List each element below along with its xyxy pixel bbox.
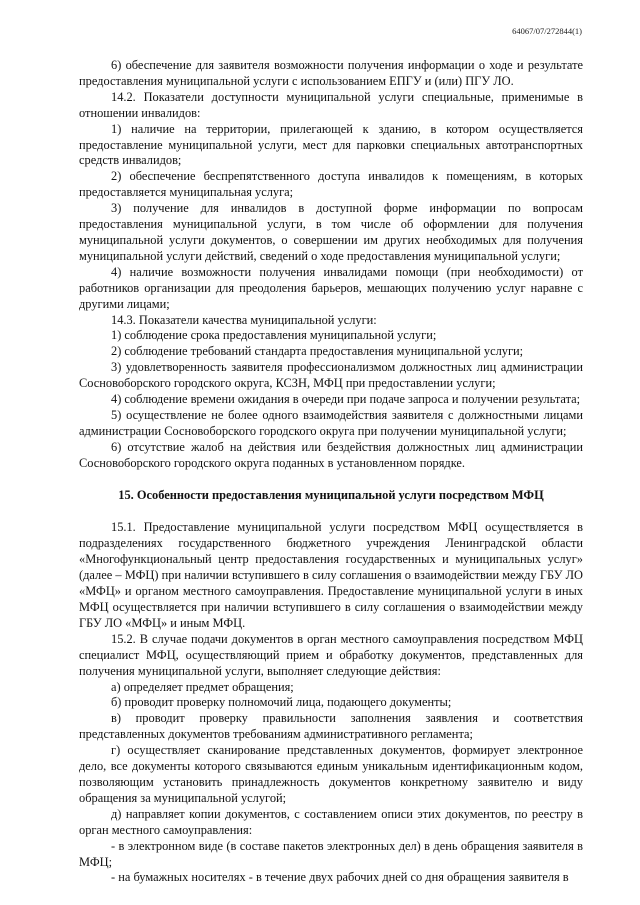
paragraph-15-2-d-electronic: - в электронном виде (в составе пакетов электронных дел) в день обращения заявителя в МФЦ; <box>79 838 583 869</box>
paragraph-15-2-g: г) осуществляет сканирование представленных документов, формирует электронное дело, все документы которого связываются единым уникальным идентификационным кодом, позволяющим установить принадлежность документов конкретному заявителю и виду обращения за муниципальной услугой; <box>79 743 583 805</box>
paragraph-14-3-3: 3) удовлетворенность заявителя профессионализмом должностных лиц администрации Сосновоборского городского округа, КСЗН, МФЦ при предоставлении услуги; <box>79 360 583 391</box>
paragraph-14-3: 14.3. Показатели качества муниципальной услуги: <box>111 312 377 327</box>
paragraph-6-info: 6) обеспечение для заявителя возможности получения информации о ходе и результате предоставления муниципальной услуги с использованием ЕПГУ и (или) ПГУ ЛО. <box>79 58 583 88</box>
paragraph-15-2-b: б) проводит проверку полномочий лица, подающего документы; <box>111 695 452 710</box>
paragraph-14-2: 14.2. Показатели доступности муниципальной услуги специальные, применимые в отношении инвалидов: <box>79 89 583 120</box>
paragraph-14-2-4: 4) наличие возможности получения инвалидами помощи (при необходимости) от работников организации для преодоления барьеров, мешающих получению услуг наравне с другими лицами; <box>79 264 583 311</box>
document-id: 64067/07/272844(1) <box>512 26 582 36</box>
paragraph-14-3-4: 4) соблюдение времени ожидания в очереди при подаче запроса и получении результата; <box>111 392 581 407</box>
paragraph-14-3-5: 5) осуществление не более одного взаимодействия заявителя с должностными лицами администрации Сосновоборского городского округа при получении муниципальной услуги; <box>79 407 583 438</box>
paragraph-14-3-6: 6) отсутствие жалоб на действия или бездействия должностных лиц администрации Сосновоборского городского округа поданных в установленном порядке. <box>79 439 583 470</box>
paragraph-15-2-d-paper: - на бумажных носителях - в течение двух рабочих дней со дня обращения заявителя в <box>111 870 569 885</box>
paragraph-14-2-2: 2) обеспечение беспрепятственного доступа инвалидов к помещениям, в которых предоставляется муниципальная услуга; <box>79 169 583 200</box>
paragraph-14-2-3: 3) получение для инвалидов в доступной форме информации по вопросам предоставления муниципальной услуги, в том числе об оформлении для получения муниципальной услуги документов, о совершении им других необходимых для получения муниципальной услуги действий, сведений о ходе предоставления муниципальной услуги; <box>79 201 583 263</box>
section-heading-15: 15. Особенности предоставления муниципальной услуги посредством МФЦ <box>118 487 544 502</box>
paragraph-14-2-1: 1) наличие на территории, прилегающей к зданию, в котором осуществляется предоставление муниципальной услуги, мест для парковки специальных автотранспортных средств инвалидов; <box>79 121 583 168</box>
paragraph-14-3-1: 1) соблюдение срока предоставления муниципальной услуги; <box>111 328 437 343</box>
paragraph-15-2-v: в) проводит проверку правильности заполнения заявления и соответствия представленных документов требованиям административного регламента; <box>79 711 583 742</box>
paragraph-15-2-a: а) определяет предмет обращения; <box>111 679 294 694</box>
paragraph-15-2-d: д) направляет копии документов, с составлением описи этих документов, по реестру в орган местного самоуправления: <box>79 806 583 837</box>
document-body <box>79 58 583 886</box>
paragraph-15-1: 15.1. Предоставление муниципальной услуги посредством МФЦ осуществляется в подразделениях государственного бюджетного учреждения Ленинградской области «Многофункциональный центр предоставления государственных и муниципальных услуг» (далее – МФЦ) при наличии вступившего в силу соглашения о взаимодействии между ГБУ ЛО «МФЦ» и органом местного самоуправления. Предоставление муниципальной услуги в иных МФЦ осуществляется при наличии вступившего в силу соглашения о взаимодействии между ГБУ ЛО «МФЦ» и иным МФЦ. <box>79 520 583 630</box>
paragraph-14-3-2: 2) соблюдение требований стандарта предоставления муниципальной услуги; <box>111 344 524 359</box>
paragraph-15-2: 15.2. В случае подачи документов в орган местного самоуправления посредством МФЦ специалист МФЦ, осуществляющий прием и обработку документов, представленных для получения муниципальной услуги, выполняет следующие действия: <box>79 631 583 678</box>
